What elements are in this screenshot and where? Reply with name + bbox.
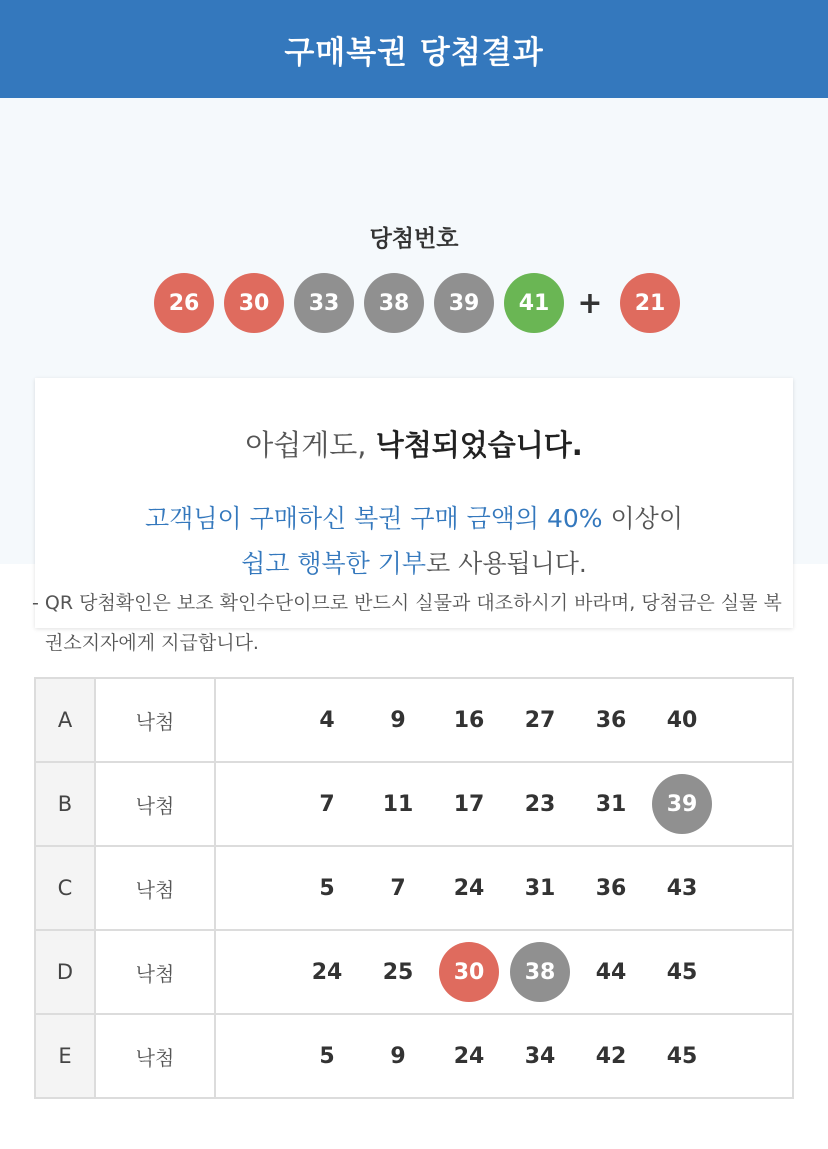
game-number: 34 — [524, 1043, 556, 1069]
game-numbers — [215, 678, 793, 762]
game-status: 낙첨 — [95, 930, 215, 1014]
winning-numbers — [154, 272, 690, 334]
result-emphasis: 낙첨되었습니다. — [375, 428, 583, 462]
winning-ball: 26 — [154, 273, 214, 333]
winning-ball: 41 — [504, 273, 564, 333]
game-number: 43 — [666, 875, 698, 901]
winning-ball: 39 — [434, 273, 494, 333]
game-label: E — [35, 1014, 95, 1098]
donation-line-1: 고객님이 구매하신 복권 구매 금액의 40% 이상이 — [145, 504, 683, 533]
game-row — [35, 930, 793, 1014]
game-number: 45 — [666, 959, 698, 985]
game-number: 24 — [311, 959, 343, 985]
qr-notice: - QR 당첨확인은 보조 확인수단이므로 반드시 실물과 대조하시기 바라며, 당첨금은 실물 복 권소지자에게 지급합니다. — [32, 592, 782, 654]
game-row — [35, 678, 793, 762]
game-number: 17 — [453, 791, 485, 817]
game-number: 24 — [453, 875, 485, 901]
game-number: 7 — [390, 875, 406, 901]
game-number: 31 — [524, 875, 556, 901]
winning-ball: 33 — [294, 273, 354, 333]
plus-sign: + — [577, 285, 603, 321]
game-label: D — [35, 930, 95, 1014]
matched-number: 30 — [439, 942, 499, 1002]
game-number: 16 — [453, 707, 485, 733]
result-message: 아쉽게도, 낙첨되었습니다. — [245, 428, 583, 462]
game-status: 낙첨 — [95, 1014, 215, 1098]
game-status: 낙첨 — [95, 846, 215, 930]
matched-number: 38 — [510, 942, 570, 1002]
winning-numbers-label: 당첨번호 — [369, 226, 459, 252]
matched-number: 39 — [652, 774, 712, 834]
game-number: 31 — [595, 791, 627, 817]
game-numbers — [215, 762, 793, 846]
game-number: 11 — [382, 791, 414, 817]
game-row — [35, 1014, 793, 1098]
header-bar — [0, 0, 828, 98]
game-number: 4 — [319, 707, 335, 733]
game-number: 42 — [595, 1043, 627, 1069]
winning-ball: 30 — [224, 273, 284, 333]
game-number: 36 — [595, 875, 627, 901]
game-number: 9 — [390, 1043, 406, 1069]
game-numbers — [215, 930, 793, 1014]
game-label: A — [35, 678, 95, 762]
game-status: 낙첨 — [95, 762, 215, 846]
winning-section — [0, 98, 828, 578]
game-row — [35, 762, 793, 846]
game-label: C — [35, 846, 95, 930]
game-number: 7 — [319, 791, 335, 817]
game-number: 24 — [453, 1043, 485, 1069]
game-label: B — [35, 762, 95, 846]
game-number: 25 — [382, 959, 414, 985]
game-numbers — [215, 1014, 793, 1098]
game-row — [35, 846, 793, 930]
game-number: 5 — [319, 1043, 335, 1069]
donation-line-2: 쉽고 행복한 기부로 사용됩니다. — [241, 549, 587, 578]
game-number: 44 — [595, 959, 627, 985]
games-table — [34, 677, 794, 1099]
game-number: 5 — [319, 875, 335, 901]
game-number: 27 — [524, 707, 556, 733]
game-numbers — [215, 846, 793, 930]
game-status: 낙첨 — [95, 678, 215, 762]
game-number: 9 — [390, 707, 406, 733]
bonus-ball: 21 — [620, 273, 680, 333]
winning-ball: 38 — [364, 273, 424, 333]
page-title: 구매복권 당첨결과 — [284, 34, 544, 71]
game-number: 23 — [524, 791, 556, 817]
game-number: 45 — [666, 1043, 698, 1069]
game-number: 36 — [595, 707, 627, 733]
game-number: 40 — [666, 707, 698, 733]
